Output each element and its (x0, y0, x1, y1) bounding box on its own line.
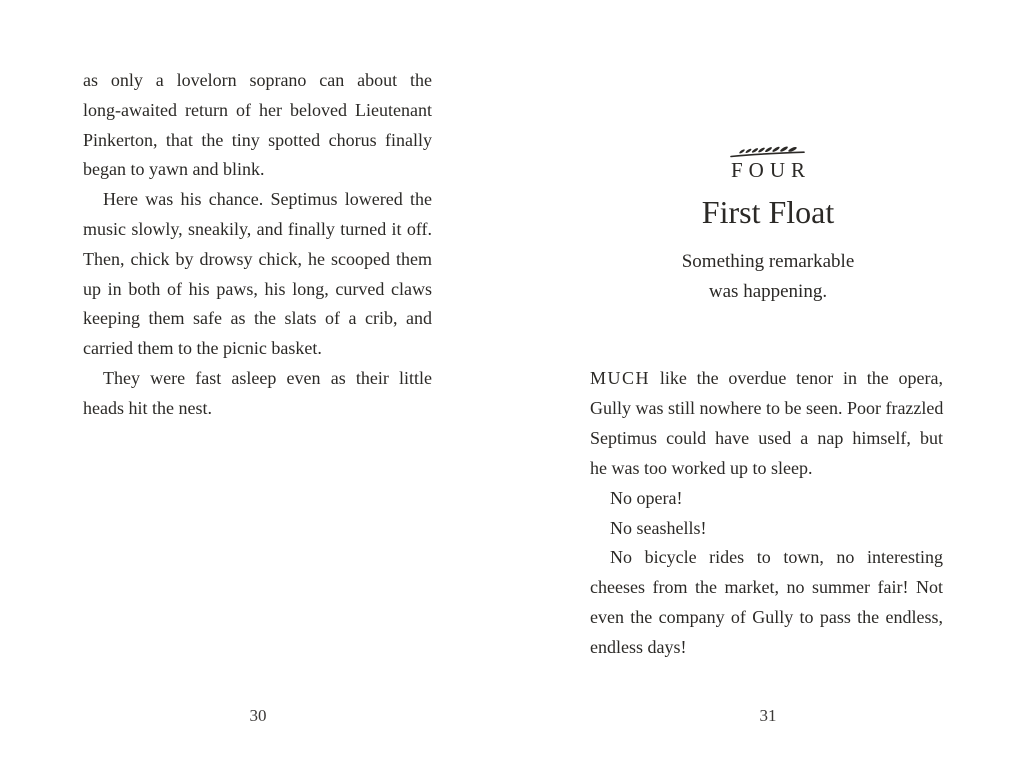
text-line: No opera! (610, 487, 683, 508)
text-line: Pinkerton, that the tiny spotted chorus finally (83, 129, 432, 150)
text-line: Gully was still nowhere to be seen. Poor frazzled (590, 397, 944, 418)
paragraph (590, 484, 943, 514)
text-line: even the company of Gully to pass the endless, (590, 607, 943, 628)
chapter-subtitle (512, 247, 1024, 306)
paragraph (83, 364, 432, 424)
text-line: No bicycle rides to town, no interesting (610, 547, 943, 568)
text-line: as only a lovelorn soprano can about the (83, 70, 432, 90)
left-page-body (83, 66, 432, 424)
text-line: They were fast asleep even as their little (103, 367, 432, 388)
text-line: Here was his chance. Septimus lowered the (103, 189, 432, 210)
page-number-right: 31 (759, 706, 777, 725)
right-page-body (590, 364, 943, 663)
chapter-subtitle-line: Something remarkable (681, 251, 855, 272)
text-line: he was too worked up to sleep. (590, 457, 813, 478)
page-number-left: 30 (249, 706, 267, 725)
text-line: heads hit the nest. (83, 397, 212, 418)
paragraph (83, 185, 432, 364)
chapter-subtitle-line: was happening. (708, 280, 828, 302)
text-line: cheeses from the market, no summer fair! Not (590, 577, 943, 598)
paragraph (590, 543, 943, 663)
text-line: carried them to the picnic basket. (83, 338, 322, 359)
text-line: Then, chick by drowsy chick, he scooped them (83, 248, 432, 269)
chapter-title: First Float (701, 194, 835, 230)
text-line: Septimus could have used a nap himself, but (590, 427, 943, 448)
text-line: keeping them safe as the slats of a crib, and (83, 308, 432, 329)
text-line: endless days! (590, 637, 687, 658)
chapter-number: FOUR (730, 158, 812, 182)
paragraph (590, 514, 943, 544)
text-line: up in both of his paws, his long, curved claws (83, 278, 432, 299)
paragraph (590, 364, 943, 484)
text-line: MUCH like the overdue tenor in the opera, (590, 368, 943, 388)
right-page (512, 0, 1024, 768)
text-line: began to yawn and blink. (83, 159, 265, 180)
chapter-opening-word: MUCH (590, 368, 651, 388)
text-line: music slowly, sneakily, and finally turned it off. (83, 218, 432, 239)
text-line: long-awaited return of her beloved Lieutenant (83, 99, 432, 120)
paragraph (83, 66, 432, 185)
text-line: No seashells! (610, 517, 707, 538)
